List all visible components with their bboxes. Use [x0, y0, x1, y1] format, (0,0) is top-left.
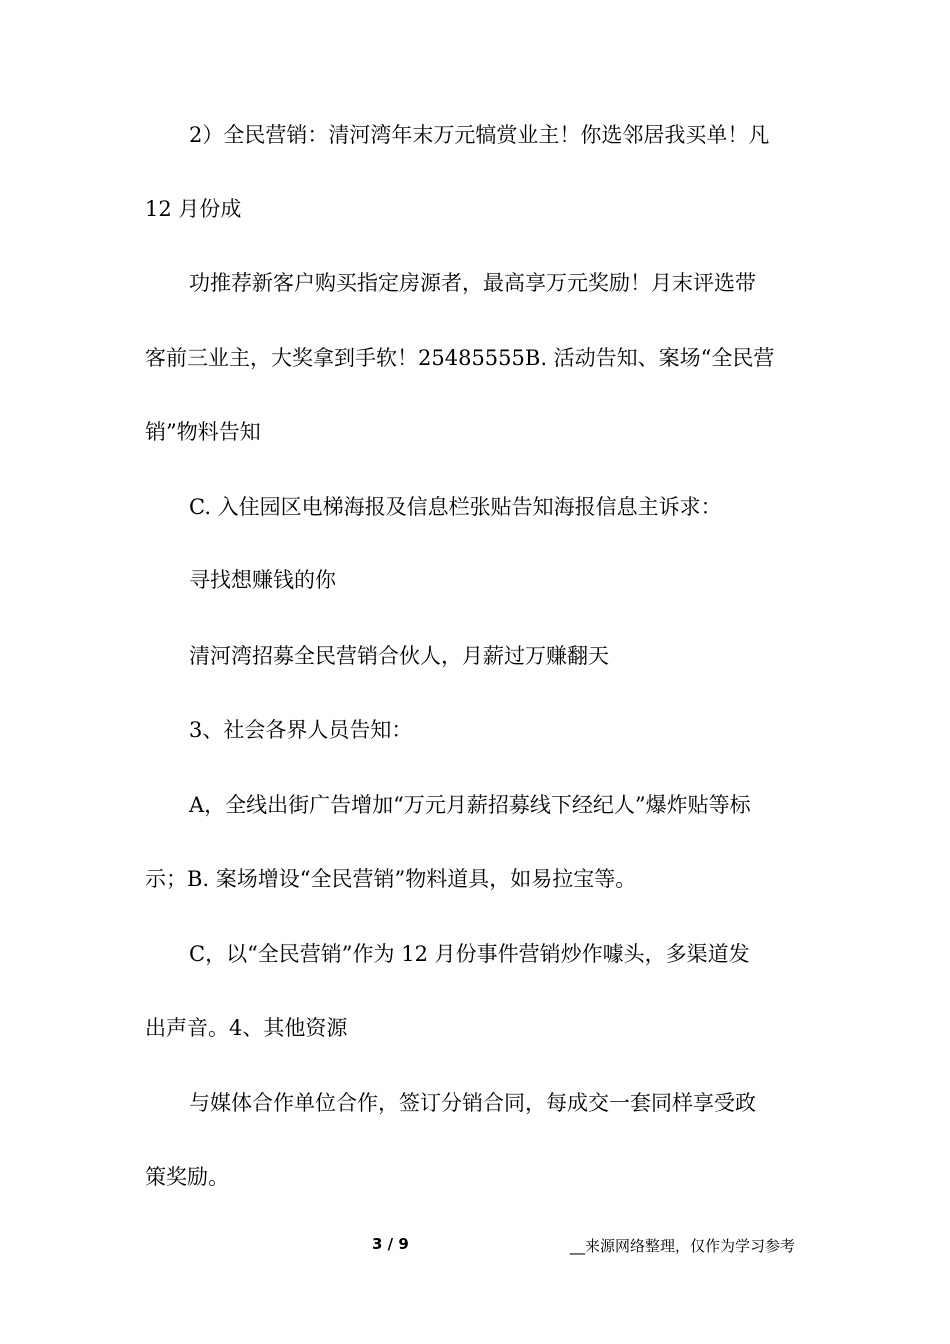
text-line: 与媒体合作单位合作，签订分销合同，每成交一套同样享受政	[189, 1091, 756, 1115]
text-line: C. 入住园区电梯海报及信息栏张贴告知海报信息主诉求：	[189, 495, 722, 519]
text-line: 客前三业主，大奖拿到手软！25485555B. 活动告知、案场“全民营	[145, 346, 775, 370]
text-line: 示；B. 案场增设“全民营销”物料道具，如易拉宝等。	[145, 867, 637, 891]
text-line: 12 月份成	[145, 197, 242, 221]
text-line: 策奖励。	[145, 1165, 229, 1189]
text-line: 寻找想赚钱的你	[189, 568, 336, 592]
text-line: 出声音。4、其他资源	[145, 1016, 348, 1040]
source-note: __来源网络整理，仅作为学习参考	[570, 1237, 796, 1255]
page-number: 3 / 9	[372, 1235, 409, 1253]
text-line: C，以“全民营销”作为 12 月份事件营销炒作噱头，多渠道发	[189, 942, 750, 966]
text-line: A，全线出街广告增加“万元月薪招募线下经纪人”爆炸贴等标	[189, 793, 751, 817]
text-line: 清河湾招募全民营销合伙人，月薪过万赚翻天	[189, 644, 609, 668]
text-line: 功推荐新客户购买指定房源者，最高享万元奖励！月末评选带	[189, 271, 756, 295]
text-line: 销”物料告知	[145, 420, 261, 444]
text-line: 3、社会各界人员告知：	[189, 718, 413, 742]
text-line: 2）全民营销：清河湾年末万元犒赏业主！你选邻居我买单！凡	[189, 123, 770, 147]
